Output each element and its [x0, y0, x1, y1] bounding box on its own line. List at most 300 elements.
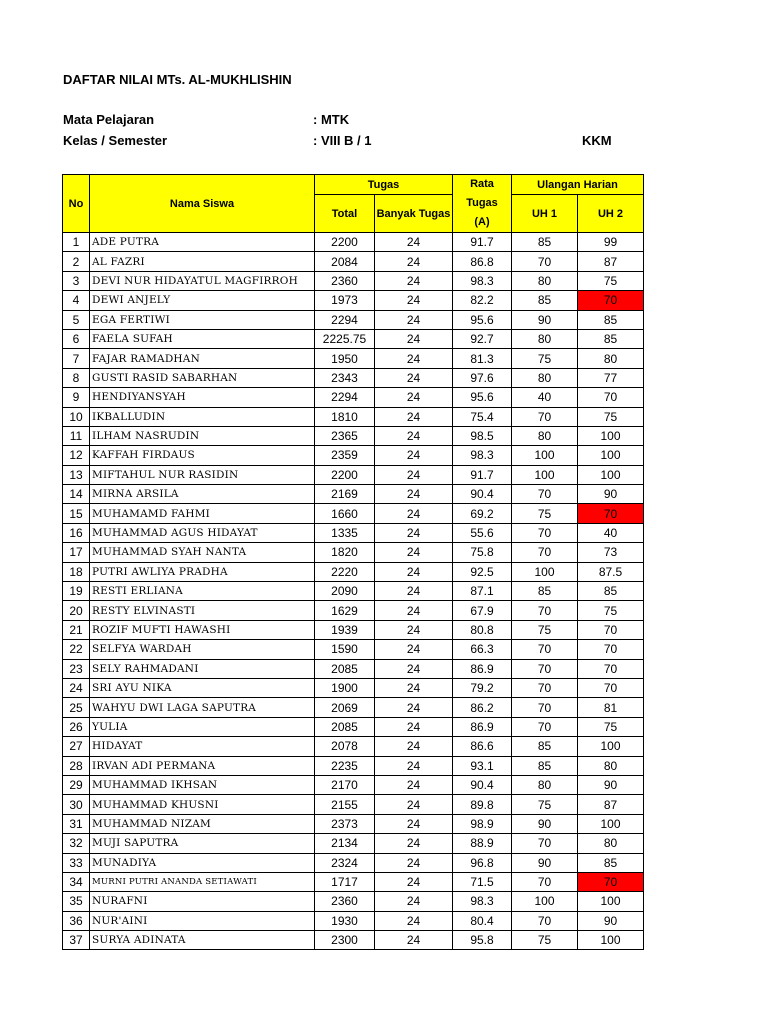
- cell-uh1: 100: [512, 446, 578, 465]
- cell-banyak-tugas: 24: [375, 698, 453, 717]
- table-row: [63, 485, 644, 504]
- cell-rata-tugas: 92.5: [453, 562, 512, 581]
- header-rata-line-1: Rata: [470, 178, 494, 190]
- cell-banyak-tugas: 24: [375, 349, 453, 368]
- cell-student-name: MUHAMMAD IKHSAN: [90, 775, 315, 794]
- cell-uh2: 70: [578, 291, 644, 310]
- table-row: [63, 426, 644, 445]
- cell-uh1: 100: [512, 465, 578, 484]
- cell-no: 6: [63, 329, 90, 348]
- cell-uh2: 75: [578, 601, 644, 620]
- cell-no: 37: [63, 931, 90, 950]
- cell-banyak-tugas: 24: [375, 640, 453, 659]
- table-row: [63, 834, 644, 853]
- cell-uh2: 80: [578, 834, 644, 853]
- cell-banyak-tugas: 24: [375, 485, 453, 504]
- cell-uh1: 70: [512, 678, 578, 697]
- cell-banyak-tugas: 24: [375, 465, 453, 484]
- table-row: [63, 620, 644, 639]
- table-row: [63, 329, 644, 348]
- cell-uh1: 70: [512, 485, 578, 504]
- cell-student-name: GUSTI RASID SABARHAN: [90, 368, 315, 387]
- cell-student-name: ILHAM NASRUDIN: [90, 426, 315, 445]
- cell-student-name: NUR'AINI: [90, 911, 315, 930]
- table-row: [63, 446, 644, 465]
- cell-no: 34: [63, 872, 90, 891]
- cell-student-name: ADE PUTRA: [90, 233, 315, 252]
- cell-student-name: KAFFAH FIRDAUS: [90, 446, 315, 465]
- cell-no: 8: [63, 368, 90, 387]
- cell-uh1: 85: [512, 291, 578, 310]
- table-row: [63, 775, 644, 794]
- cell-uh2: 100: [578, 931, 644, 950]
- cell-student-name: RESTY ELVINASTI: [90, 601, 315, 620]
- header-tugas: Tugas: [315, 175, 453, 195]
- table-row: [63, 368, 644, 387]
- cell-total: 2200: [315, 465, 375, 484]
- cell-rata-tugas: 79.2: [453, 678, 512, 697]
- cell-no: 19: [63, 582, 90, 601]
- cell-student-name: WAHYU DWI LAGA SAPUTRA: [90, 698, 315, 717]
- cell-no: 16: [63, 523, 90, 542]
- cell-total: 2360: [315, 892, 375, 911]
- table-row: [63, 562, 644, 581]
- cell-banyak-tugas: 24: [375, 814, 453, 833]
- cell-rata-tugas: 98.9: [453, 814, 512, 833]
- cell-student-name: AL FAZRI: [90, 252, 315, 271]
- cell-banyak-tugas: 24: [375, 931, 453, 950]
- cell-uh2: 99: [578, 233, 644, 252]
- cell-no: 5: [63, 310, 90, 329]
- cell-total: 2078: [315, 737, 375, 756]
- table-row: [63, 756, 644, 775]
- cell-total: 1973: [315, 291, 375, 310]
- cell-student-name: HIDAYAT: [90, 737, 315, 756]
- table-row: [63, 582, 644, 601]
- cell-rata-tugas: 98.3: [453, 271, 512, 290]
- cell-uh2: 70: [578, 678, 644, 697]
- cell-no: 11: [63, 426, 90, 445]
- cell-total: 2360: [315, 271, 375, 290]
- cell-total: 1629: [315, 601, 375, 620]
- cell-rata-tugas: 95.8: [453, 931, 512, 950]
- cell-rata-tugas: 89.8: [453, 795, 512, 814]
- cell-total: 2200: [315, 233, 375, 252]
- table-row: [63, 543, 644, 562]
- cell-banyak-tugas: 24: [375, 582, 453, 601]
- cell-banyak-tugas: 24: [375, 446, 453, 465]
- cell-total: 1335: [315, 523, 375, 542]
- cell-student-name: SELFYA WARDAH: [90, 640, 315, 659]
- cell-banyak-tugas: 24: [375, 388, 453, 407]
- cell-uh1: 80: [512, 271, 578, 290]
- cell-uh2: 75: [578, 271, 644, 290]
- table-row: [63, 853, 644, 872]
- cell-uh1: 75: [512, 620, 578, 639]
- table-row: [63, 465, 644, 484]
- cell-uh2: 40: [578, 523, 644, 542]
- cell-no: 24: [63, 678, 90, 697]
- cell-no: 32: [63, 834, 90, 853]
- cell-total: 2343: [315, 368, 375, 387]
- cell-rata-tugas: 71.5: [453, 872, 512, 891]
- cell-no: 15: [63, 504, 90, 523]
- table-row: [63, 291, 644, 310]
- cell-student-name: SELY RAHMADANI: [90, 659, 315, 678]
- cell-student-name: RESTI ERLIANA: [90, 582, 315, 601]
- cell-uh1: 70: [512, 523, 578, 542]
- table-row: [63, 233, 644, 252]
- cell-student-name: SRI AYU NIKA: [90, 678, 315, 697]
- cell-banyak-tugas: 24: [375, 853, 453, 872]
- grades-table: [62, 174, 644, 950]
- cell-uh1: 80: [512, 775, 578, 794]
- cell-banyak-tugas: 24: [375, 368, 453, 387]
- cell-banyak-tugas: 24: [375, 233, 453, 252]
- cell-total: 1950: [315, 349, 375, 368]
- cell-no: 7: [63, 349, 90, 368]
- cell-no: 31: [63, 814, 90, 833]
- cell-student-name: MUHAMAMD FAHMI: [90, 504, 315, 523]
- cell-total: 2090: [315, 582, 375, 601]
- kkm-label: KKM: [582, 133, 612, 148]
- cell-total: 1590: [315, 640, 375, 659]
- cell-no: 4: [63, 291, 90, 310]
- cell-uh1: 75: [512, 795, 578, 814]
- cell-uh2: 87: [578, 252, 644, 271]
- cell-rata-tugas: 98.3: [453, 446, 512, 465]
- cell-rata-tugas: 55.6: [453, 523, 512, 542]
- table-row: [63, 678, 644, 697]
- table-row: [63, 911, 644, 930]
- cell-rata-tugas: 81.3: [453, 349, 512, 368]
- table-row: [63, 349, 644, 368]
- cell-uh2: 81: [578, 698, 644, 717]
- cell-uh1: 70: [512, 698, 578, 717]
- cell-student-name: NURAFNI: [90, 892, 315, 911]
- cell-uh2: 100: [578, 814, 644, 833]
- cell-rata-tugas: 97.6: [453, 368, 512, 387]
- cell-student-name: FAJAR RAMADHAN: [90, 349, 315, 368]
- cell-total: 2170: [315, 775, 375, 794]
- cell-no: 17: [63, 543, 90, 562]
- cell-uh2: 87: [578, 795, 644, 814]
- cell-total: 1930: [315, 911, 375, 930]
- table-row: [63, 388, 644, 407]
- table-row: [63, 892, 644, 911]
- cell-uh2: 100: [578, 446, 644, 465]
- cell-rata-tugas: 88.9: [453, 834, 512, 853]
- cell-uh2: 75: [578, 407, 644, 426]
- cell-rata-tugas: 86.8: [453, 252, 512, 271]
- cell-total: 2155: [315, 795, 375, 814]
- cell-uh2: 80: [578, 349, 644, 368]
- cell-uh1: 70: [512, 252, 578, 271]
- cell-banyak-tugas: 24: [375, 795, 453, 814]
- header-rata-tugas: [453, 175, 512, 233]
- cell-banyak-tugas: 24: [375, 504, 453, 523]
- cell-student-name: MUHAMMAD KHUSNI: [90, 795, 315, 814]
- table-row: [63, 931, 644, 950]
- cell-banyak-tugas: 24: [375, 407, 453, 426]
- cell-banyak-tugas: 24: [375, 737, 453, 756]
- cell-total: 2235: [315, 756, 375, 775]
- cell-no: 23: [63, 659, 90, 678]
- cell-student-name: MIRNA ARSILA: [90, 485, 315, 504]
- cell-rata-tugas: 90.4: [453, 485, 512, 504]
- cell-uh2: 85: [578, 310, 644, 329]
- cell-total: 2373: [315, 814, 375, 833]
- cell-banyak-tugas: 24: [375, 426, 453, 445]
- cell-uh2: 70: [578, 659, 644, 678]
- header-ulangan-harian: Ulangan Harian: [512, 175, 644, 195]
- cell-uh1: 80: [512, 426, 578, 445]
- header-uh1: UH 1: [512, 195, 578, 233]
- cell-student-name: MUHAMMAD SYAH NANTA: [90, 543, 315, 562]
- cell-rata-tugas: 87.1: [453, 582, 512, 601]
- cell-banyak-tugas: 24: [375, 756, 453, 775]
- cell-total: 2069: [315, 698, 375, 717]
- table-row: [63, 252, 644, 271]
- header-total: Total: [315, 195, 375, 233]
- cell-uh1: 75: [512, 931, 578, 950]
- cell-student-name: IKBALLUDIN: [90, 407, 315, 426]
- cell-total: 2294: [315, 388, 375, 407]
- cell-uh2: 87.5: [578, 562, 644, 581]
- cell-banyak-tugas: 24: [375, 620, 453, 639]
- cell-banyak-tugas: 24: [375, 911, 453, 930]
- cell-banyak-tugas: 24: [375, 291, 453, 310]
- cell-uh2: 90: [578, 485, 644, 504]
- cell-total: 2220: [315, 562, 375, 581]
- cell-no: 13: [63, 465, 90, 484]
- cell-uh1: 70: [512, 640, 578, 659]
- cell-rata-tugas: 75.8: [453, 543, 512, 562]
- cell-rata-tugas: 95.6: [453, 310, 512, 329]
- cell-total: 1810: [315, 407, 375, 426]
- cell-uh2: 70: [578, 504, 644, 523]
- cell-student-name: IRVAN ADI PERMANA: [90, 756, 315, 775]
- table-row: [63, 504, 644, 523]
- cell-no: 35: [63, 892, 90, 911]
- cell-rata-tugas: 95.6: [453, 388, 512, 407]
- cell-banyak-tugas: 24: [375, 523, 453, 542]
- cell-banyak-tugas: 24: [375, 659, 453, 678]
- cell-no: 30: [63, 795, 90, 814]
- header-nama-siswa: Nama Siswa: [90, 175, 315, 233]
- cell-total: 2324: [315, 853, 375, 872]
- cell-rata-tugas: 86.9: [453, 717, 512, 736]
- cell-uh1: 80: [512, 368, 578, 387]
- cell-banyak-tugas: 24: [375, 271, 453, 290]
- cell-no: 10: [63, 407, 90, 426]
- cell-uh2: 85: [578, 582, 644, 601]
- table-row: [63, 407, 644, 426]
- cell-uh1: 40: [512, 388, 578, 407]
- cell-total: 1939: [315, 620, 375, 639]
- cell-no: 27: [63, 737, 90, 756]
- header-rata-line-2: Tugas: [466, 197, 498, 209]
- cell-rata-tugas: 82.2: [453, 291, 512, 310]
- cell-rata-tugas: 96.8: [453, 853, 512, 872]
- cell-banyak-tugas: 24: [375, 601, 453, 620]
- table-row: [63, 698, 644, 717]
- cell-uh1: 70: [512, 407, 578, 426]
- cell-rata-tugas: 69.2: [453, 504, 512, 523]
- cell-student-name: ROZIF MUFTI HAWASHI: [90, 620, 315, 639]
- cell-uh2: 85: [578, 853, 644, 872]
- table-row: [63, 737, 644, 756]
- table-row: [63, 310, 644, 329]
- cell-student-name: MUJI SAPUTRA: [90, 834, 315, 853]
- cell-student-name: DEVI NUR HIDAYATUL MAGFIRROH: [90, 271, 315, 290]
- cell-uh1: 90: [512, 814, 578, 833]
- cell-no: 9: [63, 388, 90, 407]
- cell-banyak-tugas: 24: [375, 252, 453, 271]
- cell-no: 1: [63, 233, 90, 252]
- cell-no: 36: [63, 911, 90, 930]
- cell-no: 33: [63, 853, 90, 872]
- cell-no: 28: [63, 756, 90, 775]
- table-row: [63, 523, 644, 542]
- cell-uh1: 85: [512, 756, 578, 775]
- cell-student-name: MIFTAHUL NUR RASIDIN: [90, 465, 315, 484]
- cell-student-name: MUNADIYA: [90, 853, 315, 872]
- subject-label: Mata Pelajaran: [63, 112, 155, 127]
- cell-uh2: 70: [578, 388, 644, 407]
- class-value: : VIII B / 1: [313, 133, 372, 148]
- header-uh2: UH 2: [578, 195, 644, 233]
- cell-uh1: 85: [512, 582, 578, 601]
- cell-uh1: 70: [512, 659, 578, 678]
- cell-rata-tugas: 66.3: [453, 640, 512, 659]
- cell-total: 1820: [315, 543, 375, 562]
- cell-student-name: PUTRI AWLIYA PRADHA: [90, 562, 315, 581]
- cell-uh2: 100: [578, 465, 644, 484]
- cell-rata-tugas: 91.7: [453, 465, 512, 484]
- cell-banyak-tugas: 24: [375, 872, 453, 891]
- cell-banyak-tugas: 24: [375, 329, 453, 348]
- table-row: [63, 601, 644, 620]
- class-label: Kelas / Semester: [63, 133, 168, 148]
- cell-uh1: 100: [512, 892, 578, 911]
- header-rata-line-3: (A): [474, 216, 490, 228]
- cell-rata-tugas: 91.7: [453, 233, 512, 252]
- cell-uh1: 70: [512, 872, 578, 891]
- cell-uh2: 75: [578, 717, 644, 736]
- cell-uh2: 77: [578, 368, 644, 387]
- table-row: [63, 717, 644, 736]
- cell-uh2: 100: [578, 426, 644, 445]
- cell-uh1: 90: [512, 310, 578, 329]
- cell-no: 21: [63, 620, 90, 639]
- cell-rata-tugas: 98.5: [453, 426, 512, 445]
- table-row: [63, 640, 644, 659]
- cell-no: 14: [63, 485, 90, 504]
- cell-total: 2294: [315, 310, 375, 329]
- cell-no: 12: [63, 446, 90, 465]
- cell-total: 2169: [315, 485, 375, 504]
- cell-rata-tugas: 75.4: [453, 407, 512, 426]
- cell-rata-tugas: 86.2: [453, 698, 512, 717]
- table-row: [63, 271, 644, 290]
- cell-banyak-tugas: 24: [375, 892, 453, 911]
- subject-value: : MTK: [313, 112, 350, 127]
- cell-rata-tugas: 93.1: [453, 756, 512, 775]
- cell-no: 20: [63, 601, 90, 620]
- cell-uh1: 70: [512, 543, 578, 562]
- cell-uh2: 73: [578, 543, 644, 562]
- cell-rata-tugas: 98.3: [453, 892, 512, 911]
- cell-total: 2134: [315, 834, 375, 853]
- cell-student-name: EGA FERTIWI: [90, 310, 315, 329]
- header-no: No: [63, 175, 90, 233]
- cell-uh2: 80: [578, 756, 644, 775]
- cell-uh1: 80: [512, 329, 578, 348]
- document-title: DAFTAR NILAI MTs. AL-MUKHLISHIN: [63, 72, 292, 87]
- cell-uh1: 85: [512, 233, 578, 252]
- cell-student-name: DEWI ANJELY: [90, 291, 315, 310]
- cell-student-name: SURYA ADINATA: [90, 931, 315, 950]
- cell-total: 2359: [315, 446, 375, 465]
- cell-no: 29: [63, 775, 90, 794]
- cell-banyak-tugas: 24: [375, 562, 453, 581]
- cell-uh1: 100: [512, 562, 578, 581]
- cell-uh2: 85: [578, 329, 644, 348]
- cell-banyak-tugas: 24: [375, 310, 453, 329]
- cell-banyak-tugas: 24: [375, 543, 453, 562]
- cell-uh1: 70: [512, 601, 578, 620]
- cell-uh1: 70: [512, 834, 578, 853]
- cell-uh2: 70: [578, 620, 644, 639]
- cell-uh2: 70: [578, 872, 644, 891]
- cell-student-name: MURNI PUTRI ANANDA SETIAWATI: [90, 872, 315, 891]
- cell-total: 2365: [315, 426, 375, 445]
- cell-uh2: 90: [578, 911, 644, 930]
- cell-rata-tugas: 80.8: [453, 620, 512, 639]
- cell-no: 26: [63, 717, 90, 736]
- cell-rata-tugas: 80.4: [453, 911, 512, 930]
- table-row: [63, 872, 644, 891]
- cell-uh2: 100: [578, 737, 644, 756]
- table-row: [63, 659, 644, 678]
- cell-student-name: YULIA: [90, 717, 315, 736]
- cell-uh1: 75: [512, 349, 578, 368]
- cell-student-name: FAELA SUFAH: [90, 329, 315, 348]
- cell-total: 2085: [315, 659, 375, 678]
- table-row: [63, 814, 644, 833]
- cell-uh1: 75: [512, 504, 578, 523]
- cell-no: 22: [63, 640, 90, 659]
- cell-total: 2225.75: [315, 329, 375, 348]
- cell-student-name: HENDIYANSYAH: [90, 388, 315, 407]
- cell-banyak-tugas: 24: [375, 775, 453, 794]
- cell-no: 3: [63, 271, 90, 290]
- cell-total: 1900: [315, 678, 375, 697]
- cell-uh2: 90: [578, 775, 644, 794]
- cell-total: 2085: [315, 717, 375, 736]
- header-banyak-tugas: Banyak Tugas: [375, 195, 453, 233]
- cell-uh1: 85: [512, 737, 578, 756]
- cell-rata-tugas: 67.9: [453, 601, 512, 620]
- cell-uh2: 100: [578, 892, 644, 911]
- cell-student-name: MUHAMMAD NIZAM: [90, 814, 315, 833]
- cell-total: 1660: [315, 504, 375, 523]
- cell-rata-tugas: 90.4: [453, 775, 512, 794]
- cell-no: 18: [63, 562, 90, 581]
- cell-total: 2084: [315, 252, 375, 271]
- cell-uh1: 70: [512, 717, 578, 736]
